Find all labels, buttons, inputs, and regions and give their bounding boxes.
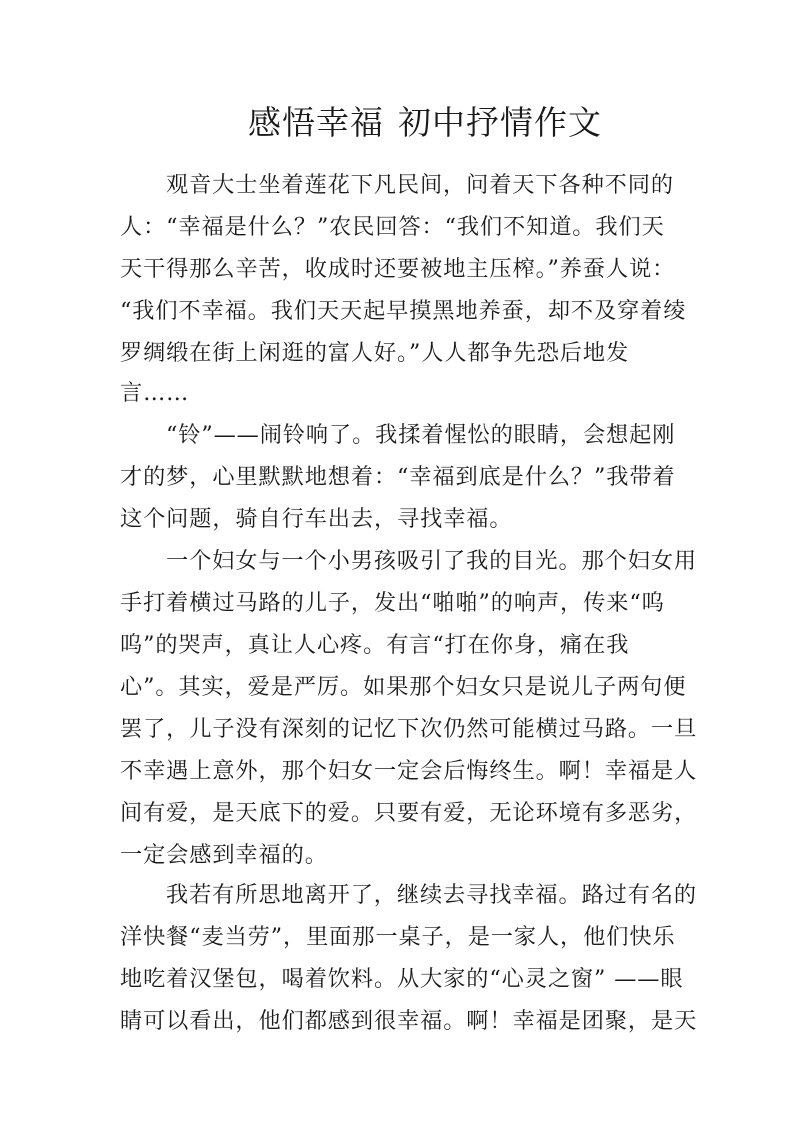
paragraph-1-line-1: 观音大士坐着莲花下凡民间，问着天下各种不同的 xyxy=(166,172,674,198)
paragraph-3-line-7: 间有爱，是天底下的爱。只要有爱，无论环境有多恶劣， xyxy=(120,800,698,826)
paragraph-4-line-4: 睛可以看出，他们都感到很幸福。啊！幸福是团聚，是天 xyxy=(120,1008,698,1034)
paragraph-3-line-4: 心”。其实，爱是严厉。如果那个妇女只是说儿子两句便 xyxy=(120,674,687,700)
paragraph-3-line-5: 罢了，儿子没有深刻的记忆下次仍然可能横过马路。一旦 xyxy=(120,716,698,742)
paragraph-4-line-3: 地吃着汉堡包，喝着饮料。从大家的“心灵之窗” ——眼 xyxy=(120,966,684,992)
paragraph-4-line-2: 洋快餐“麦当劳”，里面那一桌子，是一家人，他们快乐 xyxy=(120,924,676,950)
paragraph-3-line-2: 手打着横过马路的儿子，发出“啪啪”的响声，传来“呜 xyxy=(120,590,665,616)
paragraph-4-line-1: 我若有所思地离开了，继续去寻找幸福。路过有名的 xyxy=(166,882,698,908)
paragraph-3-line-1: 一个妇女与一个小男孩吸引了我的目光。那个妇女用 xyxy=(166,548,698,574)
paragraph-1-line-2: 人：“幸福是什么？”农民回答：“我们不知道。我们天 xyxy=(120,214,665,240)
title-sub: 初中抒情作文 xyxy=(398,103,602,142)
paragraph-1-line-4: “我们不幸福。我们天天起早摸黑地养蚕，却不及穿着绫 xyxy=(120,298,687,324)
paragraph-2-line-2: 才的梦，心里默默地想着：“幸福到底是什么？”我带着 xyxy=(120,464,676,490)
paragraph-1-line-3: 天干得那么辛苦，收成时还要被地主压榨。”养蚕人说： xyxy=(120,256,676,282)
paragraph-3-line-6: 不幸遇上意外，那个妇女一定会后悔终生。啊！幸福是人 xyxy=(120,758,698,784)
paragraph-2-line-3: 这个问题，骑自行车出去，寻找幸福。 xyxy=(120,506,513,532)
paragraph-1-line-5: 罗绸缎在街上闲逛的富人好。”人人都争先恐后地发 xyxy=(120,340,630,366)
paragraph-3-line-3: 呜”的哭声，真让人心疼。有言“打在你身，痛在我 xyxy=(120,632,630,658)
page-title xyxy=(248,98,602,148)
paragraph-2-line-1: “铃”——闹铃响了。我揉着惺忪的眼睛，会想起刚 xyxy=(166,422,676,448)
paragraph-3-line-8: 一定会感到幸福的。 xyxy=(120,842,328,868)
paragraph-1-line-6: 言…… xyxy=(120,380,190,406)
title-main: 感悟幸福 xyxy=(248,103,384,142)
